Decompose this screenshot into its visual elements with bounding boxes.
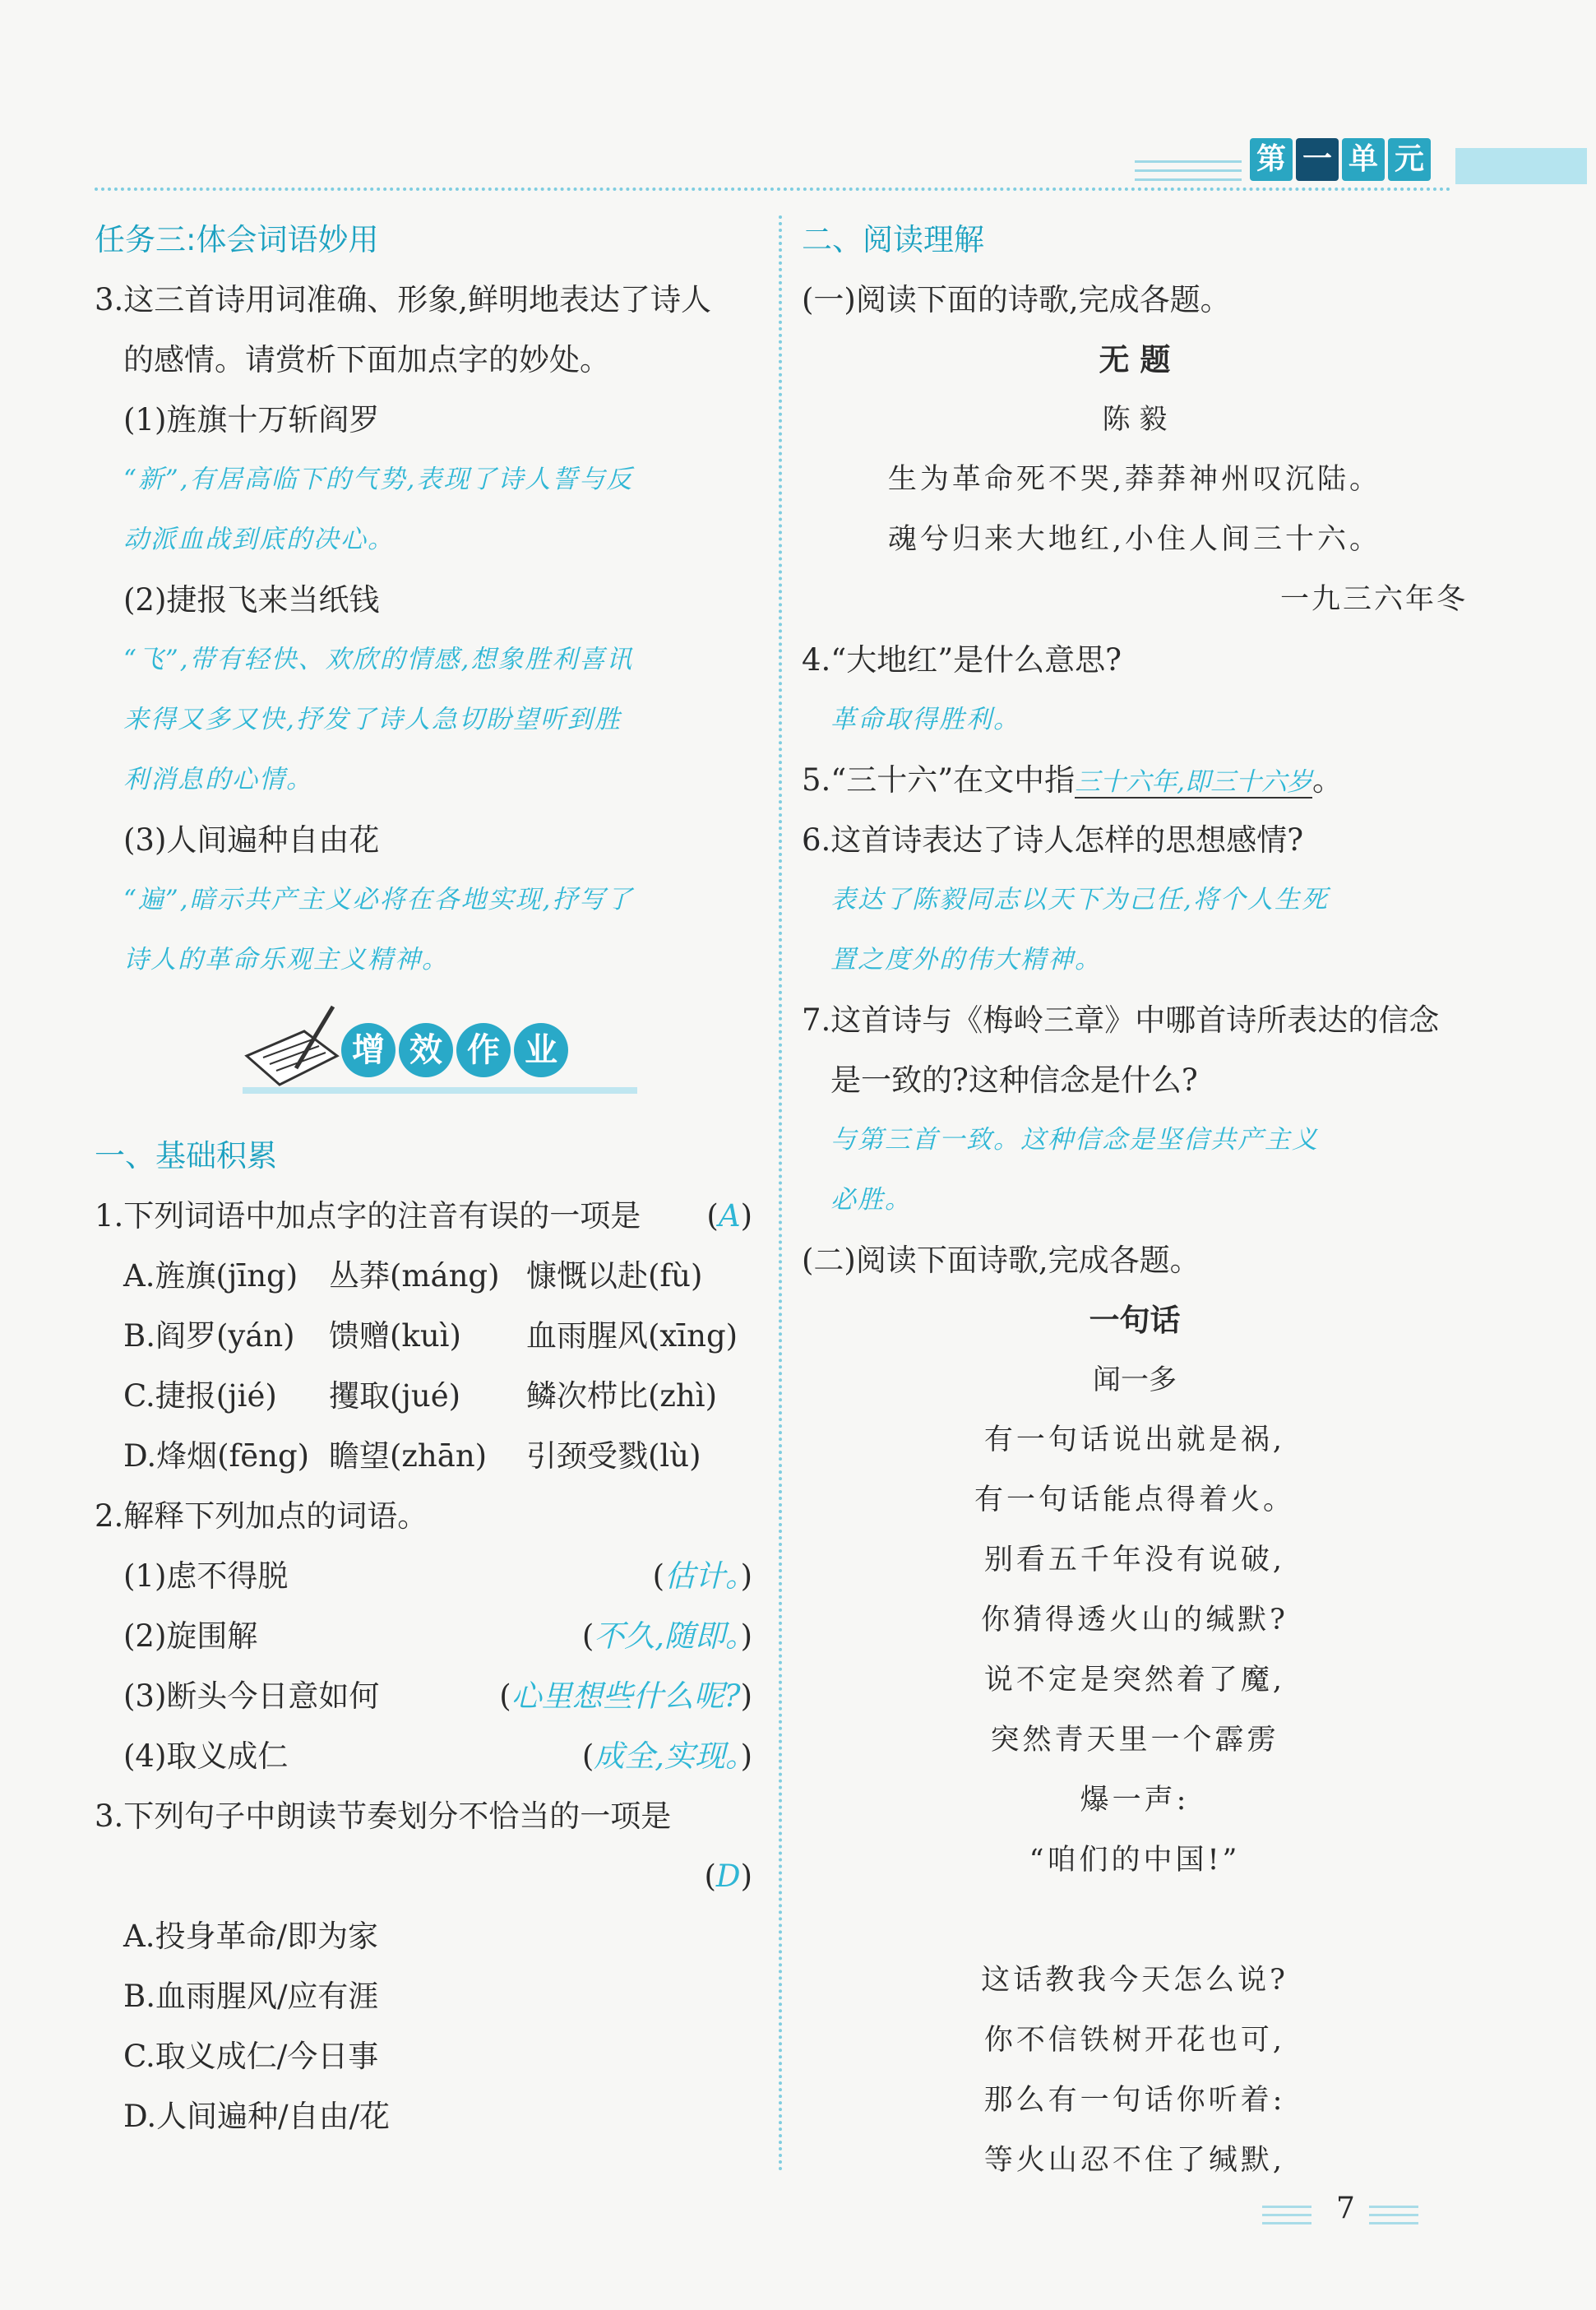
option-word: D.烽烟(fēng) [123,1438,310,1474]
section-1-intro: (一)阅读下面的诗歌,完成各题。 [802,282,1231,317]
option-b: B.血雨腥风/应有涯 [123,1979,379,2014]
item-text: (4)取义成仁 [123,1738,289,1774]
question-5-text: 5.“三十六”在文中指 [802,762,1076,798]
answer-7-line2: 必胜。 [830,1185,912,1215]
item-answer: (估计。) [652,1558,752,1594]
poem-1-author: 陈 毅 [1102,403,1168,436]
question-3-line1: 3.这三首诗用词准确、形象,鲜明地表达了诗人 [95,282,712,317]
poem-1-title: 无 题 [1099,342,1171,377]
question-4: 4.“大地红”是什么意思? [802,642,1122,678]
option-word: C.捷报(jié) [123,1378,277,1414]
question-3-line2: 的感情。请赏析下面加点字的妙处。 [123,342,610,377]
poem-2-line: 有一句话说出就是祸, [983,1423,1286,1456]
answer-3-3-line1: “遍”,暗示共产主义必将在各地实现,抒写了 [123,885,634,914]
unit-title [1250,138,1431,181]
question-2: 2.解释下列加点的词语。 [95,1498,428,1534]
unit-char: 元 [1388,138,1431,181]
answer-3-2-line3: 利消息的心情。 [123,765,313,794]
answer-text: 成全,实现。 [594,1738,741,1774]
question-3b: 3.下列句子中朗读节奏划分不恰当的一项是 [95,1798,672,1834]
option-word: 攫取(jué) [329,1378,461,1414]
footer-lines-right [1369,2206,1418,2230]
option-word: 丛莽(máng) [329,1258,500,1294]
homework-banner [95,990,752,1126]
question-3-3: (3)人间遍种自由花 [123,822,380,858]
option-word: 瞻望(zhān) [329,1438,488,1474]
answer-3-2-line2: 来得又多又快,抒发了诗人急切盼望听到胜 [123,705,622,734]
question-6: 6.这首诗表达了诗人怎样的思想感情? [802,822,1304,858]
answer-4: 革命取得胜利。 [830,705,1020,734]
answer-3-1-line2: 动派血战到底的决心。 [123,525,395,554]
column-divider [779,215,782,2173]
banner-char: 效 [399,1023,453,1077]
poem-2-title: 一句话 [1089,1303,1181,1338]
answer-6-line1: 表达了陈毅同志以天下为己任,将个人生死 [830,885,1329,914]
poem-1-line: 魂兮归来大地红,小住人间三十六。 [887,523,1382,556]
answer-letter: D [715,1859,741,1894]
option-a: A.投身革命/即为家 [123,1919,378,1954]
question-3-2: (2)捷报飞来当纸钱 [123,582,380,618]
poem-2-line: 等火山忍不住了缄默, [983,2144,1286,2177]
poem-2-author: 闻一多 [1093,1363,1177,1396]
option-word: 馈赠(kuì) [329,1318,461,1354]
right-column [802,210,1468,2191]
item-text: (1)虑不得脱 [123,1558,289,1594]
answer-text: 估计。 [664,1558,741,1594]
poem-2-line: 你猜得透火山的缄默? [981,1604,1288,1636]
poem-2-line: 爆一声: [1080,1784,1190,1817]
poem-2-line: 说不定是突然着了魔, [983,1664,1286,1697]
basics-heading: 一、基础积累 [95,1138,277,1174]
footer-lines-left [1262,2206,1311,2230]
option-word: 鳞次栉比(zhì) [526,1378,718,1414]
notebook-pen-icon [238,998,354,1097]
poem-2-line: 别看五千年没有说破, [983,1544,1286,1576]
option-row [95,1306,752,1366]
answer-letter: A [718,1198,741,1234]
banner-char: 增 [341,1023,396,1077]
question-2-item [95,1666,752,1726]
question-1-answer [706,1186,752,1246]
question-1-text: 1.下列词语中加点字的注音有误的一项是 [95,1198,641,1234]
banner-char: 业 [514,1023,568,1077]
option-c: C.取义成仁/今日事 [123,2039,379,2074]
poem-2-line: 有一句话能点得着火。 [974,1484,1295,1516]
question-2-item [95,1546,752,1606]
item-answer: (心里想些什么呢?) [499,1678,752,1714]
poem-2-line: 突然青天里一个霹雳 [990,1724,1279,1757]
poem-1-line: 生为革命死不哭,莽莽神州叹沉陆。 [887,463,1382,496]
poem-2-line: 那么有一句话你听着: [983,2084,1286,2117]
option-word: 血雨腥风(xīng) [526,1318,738,1354]
question-3-1: (1)旌旗十万斩阎罗 [123,402,380,437]
option-d: D.人间遍种/自由/花 [123,2099,391,2134]
stanza-gap [802,1891,1468,1951]
paren-close: ) [740,1198,752,1234]
question-3b-answer-row [95,1846,752,1906]
poem-2-line: 这话教我今天怎么说? [981,1964,1288,1997]
unit-char: 第 [1250,138,1293,181]
banner-underline [243,1087,637,1094]
answer-text: 不久,随即。 [594,1618,741,1654]
banner-title [341,1023,568,1077]
question-2-item [95,1606,752,1666]
answer-3-1-line1: “新”,有居高临下的气势,表现了诗人誓与反 [123,465,634,494]
option-word: 慷慨以赴(fù) [526,1258,703,1294]
item-text: (2)旋围解 [123,1618,258,1654]
header-color-bar [1455,148,1587,184]
unit-char: 一 [1296,138,1339,181]
item-answer: (成全,实现。) [581,1738,752,1774]
item-text: (3)断头今日意如何 [123,1678,380,1714]
question-5-end: 。 [1312,762,1343,798]
question-1 [95,1186,752,1246]
option-word: 引颈受戮(lù) [526,1438,701,1474]
item-answer: (不久,随即。) [581,1618,752,1654]
question-2-item [95,1726,752,1786]
answer-text: 心里想些什么呢? [511,1678,741,1714]
poem-2-line: “咱们的中国!” [1029,1844,1241,1877]
answer-3-3-line2: 诗人的革命乐观主义精神。 [123,945,449,974]
header-dotted-rule [95,187,1451,191]
poem-2-line: 你不信铁树开花也可, [983,2024,1286,2057]
paren-open: ( [706,1198,719,1234]
unit-char: 单 [1342,138,1385,181]
question-7-line1: 7.这首诗与《梅岭三章》中哪首诗所表达的信念 [802,1002,1440,1038]
option-row [95,1366,752,1426]
poem-1-date: 一九三六年冬 [1279,583,1468,616]
option-word: A.旌旗(jīng) [123,1258,298,1294]
answer-6-line2: 置之度外的伟大精神。 [830,945,1102,974]
option-row [95,1246,752,1306]
question-3b-answer: (D) [704,1859,752,1894]
option-row [95,1426,752,1486]
option-word: B.阎罗(yán) [123,1318,295,1354]
section-2-intro: (二)阅读下面诗歌,完成各题。 [802,1243,1200,1278]
task3-heading: 任务三:体会词语妙用 [95,222,379,257]
banner-char: 作 [456,1023,511,1077]
reading-heading: 二、阅读理解 [802,222,984,257]
page-number: 7 [1336,2192,1355,2225]
answer-7-line1: 与第三首一致。这种信念是坚信共产主义 [830,1125,1319,1155]
question-5 [802,750,1468,810]
question-7-line2: 是一致的?这种信念是什么? [830,1062,1198,1098]
left-column [95,210,752,2146]
answer-5: 三十六年,即三十六岁 [1075,767,1312,797]
answer-3-2-line1: “飞”,带有轻快、欢欣的情感,想象胜利喜讯 [123,645,634,674]
header-decoration-lines [1135,160,1242,187]
